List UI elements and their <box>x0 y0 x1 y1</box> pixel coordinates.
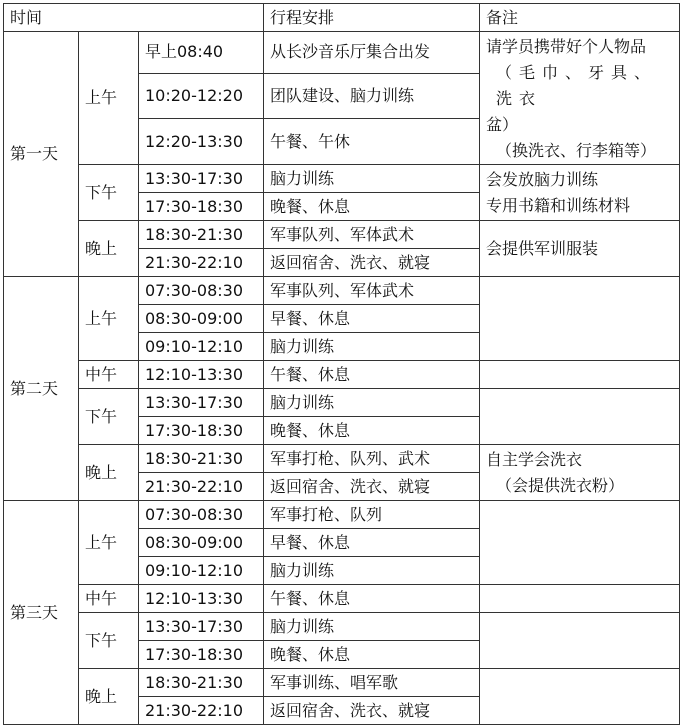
header-remark: 备注 <box>480 4 680 32</box>
header-row <box>4 4 680 32</box>
day-label: 第二天 <box>4 277 79 501</box>
activity-cell: 军事队列、军体武术 <box>264 221 480 249</box>
remark-cell <box>480 361 680 389</box>
time-cell: 21:30-22:10 <box>139 697 264 725</box>
activity-cell: 返回宿舍、洗衣、就寝 <box>264 697 480 725</box>
table-row <box>4 613 680 641</box>
time-cell: 13:30-17:30 <box>139 613 264 641</box>
activity-cell: 军事队列、军体武术 <box>264 277 480 305</box>
remark-cell <box>480 585 680 613</box>
day-label: 第三天 <box>4 501 79 725</box>
remark-line: 会发放脑力训练 <box>486 169 599 189</box>
table-row <box>4 389 680 417</box>
time-cell: 17:30-18:30 <box>139 641 264 669</box>
time-cell: 12:20-13:30 <box>139 119 264 165</box>
day-label: 第一天 <box>4 32 79 277</box>
time-cell: 21:30-22:10 <box>139 473 264 501</box>
remark-line: 盆） <box>486 115 519 134</box>
period-label: 晚上 <box>79 445 139 501</box>
time-cell: 07:30-08:30 <box>139 277 264 305</box>
table-row <box>4 585 680 613</box>
period-label: 晚上 <box>79 669 139 725</box>
period-label: 中午 <box>79 585 139 613</box>
header-time: 时间 <box>4 4 264 32</box>
time-cell: 17:30-18:30 <box>139 193 264 221</box>
activity-cell: 午餐、午休 <box>264 119 480 165</box>
time-cell: 18:30-21:30 <box>139 221 264 249</box>
header-schedule: 行程安排 <box>264 4 480 32</box>
period-label: 中午 <box>79 361 139 389</box>
period-label: 下午 <box>79 613 139 669</box>
activity-cell: 早餐、休息 <box>264 305 480 333</box>
table-row <box>4 221 680 249</box>
activity-cell: 脑力训练 <box>264 165 480 193</box>
activity-cell: 军事训练、唱军歌 <box>264 669 480 697</box>
period-label: 上午 <box>79 32 139 165</box>
remark-cell <box>480 221 680 277</box>
activity-cell: 晚餐、休息 <box>264 641 480 669</box>
remark-line: 请学员携带好个人物品 <box>486 37 647 56</box>
activity-cell: 从长沙音乐厅集合出发 <box>264 32 480 74</box>
activity-cell: 午餐、休息 <box>264 361 480 389</box>
time-cell: 18:30-21:30 <box>139 445 264 473</box>
activity-cell: 脑力训练 <box>264 333 480 361</box>
activity-cell: 返回宿舍、洗衣、就寝 <box>264 249 480 277</box>
time-cell: 18:30-21:30 <box>139 669 264 697</box>
activity-cell: 军事打枪、队列、武术 <box>264 445 480 473</box>
remark-line: 自主学会洗衣 <box>486 449 583 469</box>
period-label: 上午 <box>79 501 139 585</box>
remark-cell <box>480 613 680 669</box>
table-row <box>4 445 680 473</box>
remark-cell <box>480 501 680 585</box>
period-label: 下午 <box>79 165 139 221</box>
activity-cell: 脑力训练 <box>264 613 480 641</box>
table-row <box>4 361 680 389</box>
time-cell: 17:30-18:30 <box>139 417 264 445</box>
table-row <box>4 669 680 697</box>
table-row <box>4 165 680 193</box>
time-cell: 13:30-17:30 <box>139 389 264 417</box>
schedule-table <box>3 3 680 725</box>
time-cell: 08:30-09:00 <box>139 529 264 557</box>
remark-line: （换洗衣、行李箱等） <box>496 141 657 160</box>
remark-cell <box>480 165 680 221</box>
table-row <box>4 501 680 529</box>
activity-cell: 早餐、休息 <box>264 529 480 557</box>
time-cell: 12:10-13:30 <box>139 361 264 389</box>
activity-cell: 脑力训练 <box>264 557 480 585</box>
remark-cell <box>480 669 680 725</box>
activity-cell: 返回宿舍、洗衣、就寝 <box>264 473 480 501</box>
remark-line: 专用书籍和训练材料 <box>486 195 631 215</box>
time-cell: 08:30-09:00 <box>139 305 264 333</box>
period-label: 上午 <box>79 277 139 361</box>
activity-cell: 军事打枪、队列 <box>264 501 480 529</box>
time-cell: 07:30-08:30 <box>139 501 264 529</box>
activity-cell: 团队建设、脑力训练 <box>264 73 480 119</box>
activity-cell: 午餐、休息 <box>264 585 480 613</box>
time-cell: 早上08:40 <box>139 32 264 74</box>
activity-cell: 脑力训练 <box>264 389 480 417</box>
time-cell: 13:30-17:30 <box>139 165 264 193</box>
remark-line: 会提供军训服装 <box>486 238 599 258</box>
activity-cell: 晚餐、休息 <box>264 193 480 221</box>
time-cell: 09:10-12:10 <box>139 557 264 585</box>
remark-cell <box>480 389 680 445</box>
time-cell: 21:30-22:10 <box>139 249 264 277</box>
time-cell: 10:20-12:20 <box>139 73 264 119</box>
remark-cell <box>480 277 680 361</box>
table-row <box>4 32 680 74</box>
period-label: 晚上 <box>79 221 139 277</box>
period-label: 下午 <box>79 389 139 445</box>
remark-cell <box>480 32 680 165</box>
activity-cell: 晚餐、休息 <box>264 417 480 445</box>
remark-line: （毛巾、牙具、洗衣 <box>496 63 658 108</box>
remark-line: （会提供洗衣粉） <box>496 475 625 495</box>
time-cell: 12:10-13:30 <box>139 585 264 613</box>
time-cell: 09:10-12:10 <box>139 333 264 361</box>
remark-cell <box>480 445 680 501</box>
table-row <box>4 277 680 305</box>
